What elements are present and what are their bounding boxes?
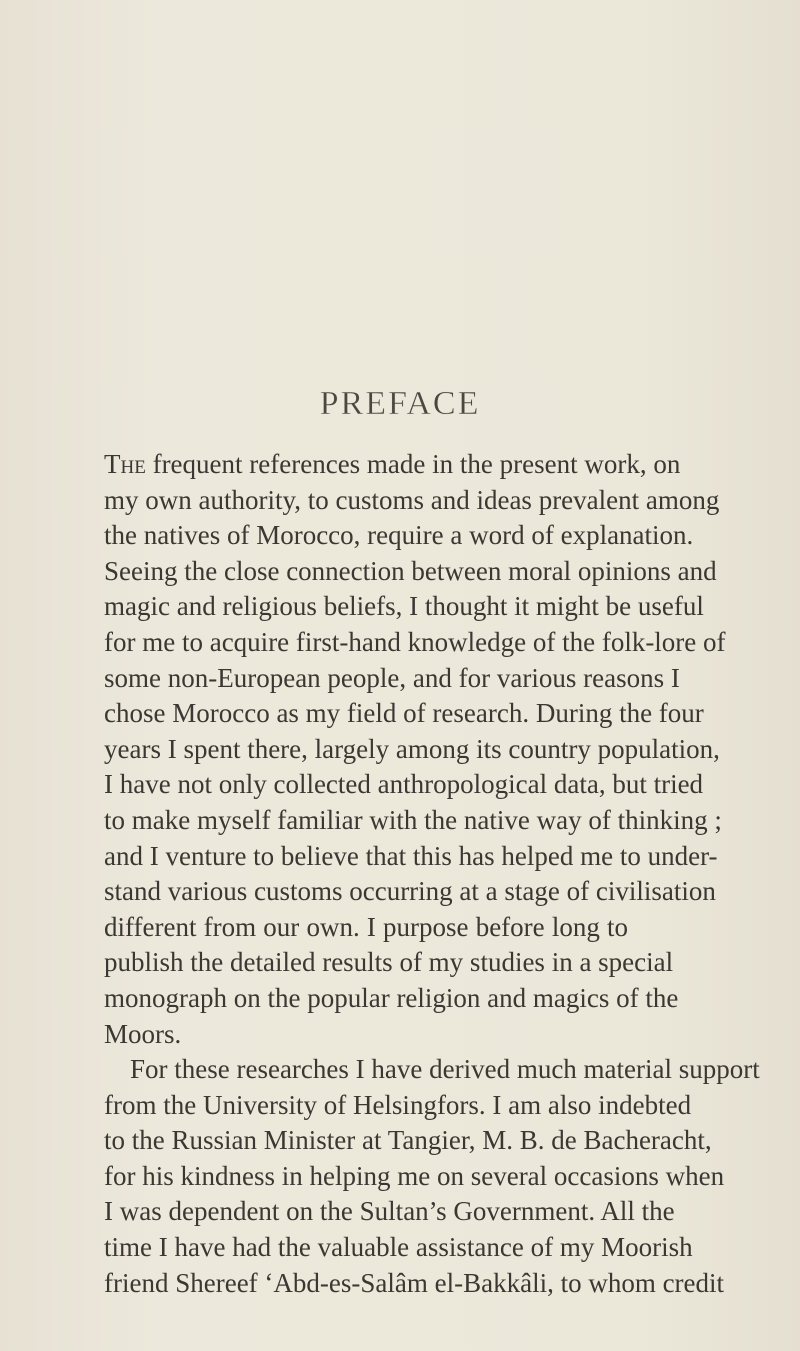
text-line: different from our own. I purpose before long to [104,911,628,942]
text-line: from the University of Helsingfors. I am also indebted [104,1089,692,1120]
text-line: to the Russian Minister at Tangier, M. B. de Bacheracht, [104,1125,712,1156]
text-line: chose Morocco as my field of research. During the four [104,698,704,729]
text-line: years I spent there, largely among its country population, [104,733,720,764]
drop-word: The [104,449,146,479]
text-line: the natives of Morocco, require a word of explanation. [104,520,694,551]
page-heading: PREFACE [319,385,481,422]
preface-body [104,447,760,1301]
text-line [104,447,681,483]
text-line: for his kindness in helping me on several occasions when [104,1160,725,1191]
text-line: Moors. [104,1018,182,1049]
text-line: I have not only collected anthropological data, but tried [104,769,704,800]
text-line: magic and religious beliefs, I thought it might be useful [104,591,704,622]
text-line: and I venture to believe that this has helped me to under- [104,840,718,871]
text-line: publish the detailed results of my studies in a special [104,947,674,978]
text-line: stand various customs occurring at a stage of civilisation [104,876,716,907]
text-line: my own authority, to customs and ideas prevalent among [104,484,720,515]
text-line: time I have had the valuable assistance of my Moorish [104,1232,693,1263]
text-line: For these researches I have derived much material support [130,1054,760,1085]
text-line: to make myself familiar with the native way of thinking ; [104,804,722,835]
text-line: monograph on the popular religion and magics of the [104,982,679,1013]
line-rest: frequent references made in the present work, on [152,449,681,479]
text-line: I was dependent on the Sultan’s Government. All the [104,1196,675,1227]
text-line: for me to acquire first-hand knowledge of the folk-lore of [104,626,726,657]
text-line: friend Shereef ‘Abd-es-Salâm el-Bakkâli, to whom credit [104,1267,725,1298]
text-line: Seeing the close connection between moral opinions and [104,555,717,586]
text-line: some non-European people, and for various reasons I [104,662,680,693]
